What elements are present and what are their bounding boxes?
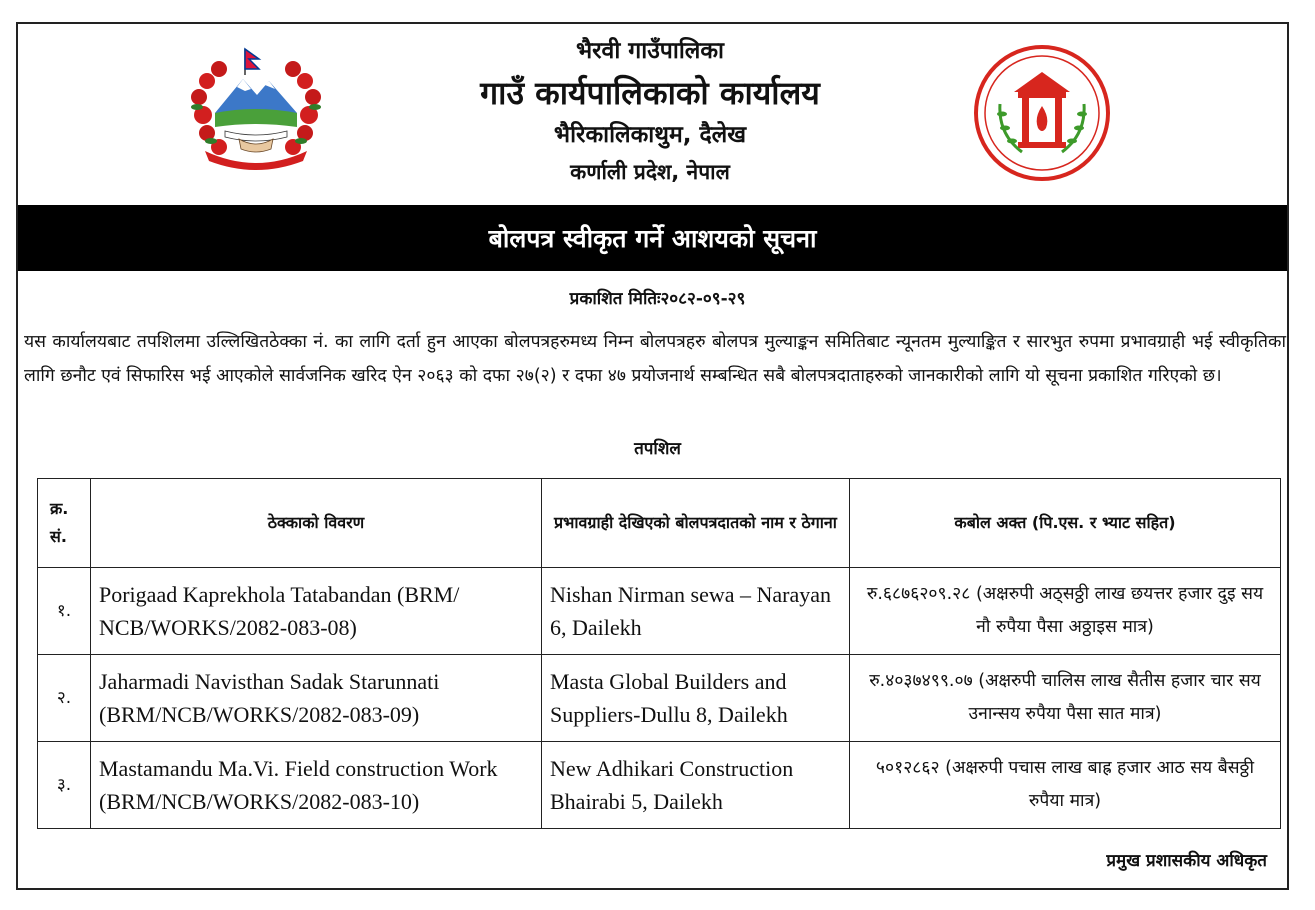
published-date: प्रकाशित मितिः२०८२-०९-२९ <box>569 289 746 309</box>
bhairabi-rural-municipality-logo <box>972 44 1112 182</box>
header-sn: क्र. सं. <box>38 479 91 568</box>
row-sn: ३. <box>38 742 91 829</box>
table-row <box>38 742 1281 829</box>
municipality-name: भैरवी गाउँपालिका <box>575 38 725 64</box>
table-row <box>38 568 1281 655</box>
notice-paragraph: यस कार्यालयबाट तपशिलमा उल्लिखितठेक्का नं. का लागि दर्ता हुन आएका बोलपत्रहरुमध्य निम्न बोलपत्रहरु बोलपत्र मुल्याङ्कन समितिबाट न्यूनतम मुल्याङ्कित र सारभुत रुपमा प्रभावग्राही भई स्वीकृतिका लागि छनौट एवं सिफारिस भई आएकोले सार्वजनिक खरिद ऐन २०६३ को दफा २७(२) र दफा ४७ प्रयोजनार्थ सम्बन्धित सबै बोलपत्रदाताहरुको जानकारीको लागि यो सूचना प्रकाशित गरिएको छ। <box>24 332 1286 386</box>
nepal-flag-icon <box>245 49 259 75</box>
row-description: Jaharmadi Navisthan Sadak Starunnati (BRM/NCB/WORKS/2082-083-09) <box>91 655 542 742</box>
schedule-table <box>37 478 1281 829</box>
office-location: भैरिकालिकाथुम, दैलेख <box>553 122 747 148</box>
mount-everest-icon <box>215 79 297 113</box>
table-row <box>38 655 1281 742</box>
green-hills-icon <box>215 109 297 127</box>
header-bidder: प्रभावग्राही देखिएको बोलपत्रदातको नाम र ठेगाना <box>542 479 850 568</box>
row-bidder: New Adhikari Construction Bhairabi 5, Dailekh <box>542 742 850 829</box>
row-amount: रु.६८७६२०९.२८ (अक्षरुपी अठ्सठ्ठी लाख छयत्तर हजार दुइ सय नौ रुपैया पैसा अठ्ठाइस मात्र) <box>850 568 1281 655</box>
office-name: गाउँ कार्यपालिकाको कार्यालय <box>480 74 820 112</box>
schedule-heading: तपशिल <box>634 439 681 459</box>
row-sn: १. <box>38 568 91 655</box>
notice-title: बोलपत्र स्वीकृत गर्ने आशयको सूचना <box>488 224 817 253</box>
row-bidder: Nishan Nirman sewa – Narayan 6, Dailekh <box>542 568 850 655</box>
notice-title-bar <box>18 205 1287 271</box>
row-description: Mastamandu Ma.Vi. Field construction Work (BRM/NCB/WORKS/2082-083-10) <box>91 742 542 829</box>
table-header-row <box>38 479 1281 568</box>
nepal-government-emblem <box>185 45 327 171</box>
nepal-map-icon <box>225 131 287 141</box>
row-description: Porigaad Kaprekhola Tatabandan (BRM/ NCB/WORKS/2082-083-08) <box>91 568 542 655</box>
signatory: प्रमुख प्रशासकीय अधिकृत <box>1106 851 1267 871</box>
row-amount: रु.४०३७४९९.०७ (अक्षरुपी चालिस लाख सैतीस हजार चार सय उनान्सय रुपैया पैसा सात मात्र) <box>850 655 1281 742</box>
row-bidder: Masta Global Builders and Suppliers-Dullu 8, Dailekh <box>542 655 850 742</box>
province-country: कर्णाली प्रदेश, नेपाल <box>570 160 730 184</box>
row-sn: २. <box>38 655 91 742</box>
header-description: ठेक्काको विवरण <box>91 479 542 568</box>
header-amount: कबोल अक्त (पि.एस. र भ्याट सहित) <box>850 479 1281 568</box>
office-header <box>330 32 970 190</box>
row-amount: ५०१२८६२ (अक्षरुपी पचास लाख बाह्र हजार आठ सय बैसठ्ठी रुपैया मात्र) <box>850 742 1281 829</box>
